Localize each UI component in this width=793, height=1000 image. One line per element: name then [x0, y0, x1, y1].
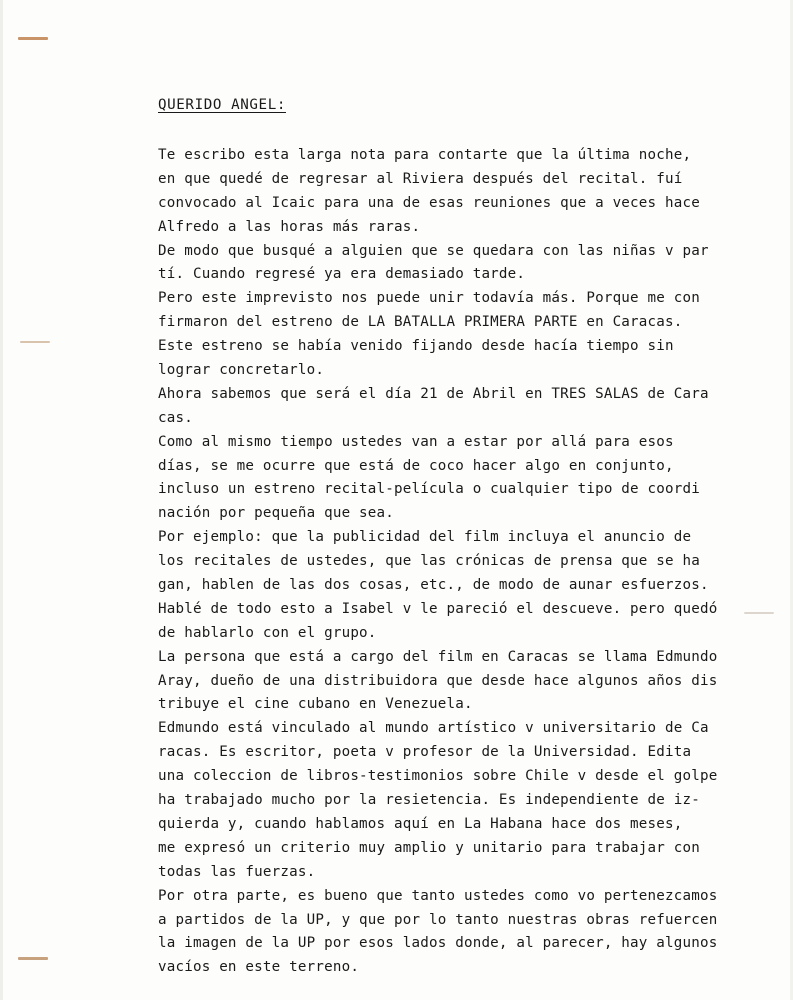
rust-mark-bottom — [18, 957, 48, 960]
rust-mark-top — [18, 37, 48, 40]
body-line: incluso un estreno recital-película o cualquier tipo de coordi — [158, 481, 700, 498]
body-line: Este estreno se había venido fijando desde hacía tiempo sin — [158, 338, 674, 355]
body-line: quierda y, cuando hablamos aquí en La Habana hace dos meses, — [158, 815, 683, 832]
body-line: tí. Cuando regresé ya era demasiado tarde. — [158, 266, 526, 283]
body-line: Aray, dueño de una distribuidora que desde hace algunos años dis — [158, 672, 718, 689]
body-line: firmaron del estreno de LA BATALLA PRIMERA PARTE en Caracas. — [158, 314, 683, 331]
body-line: Hablé de todo esto a Isabel v le pareció el descueve. pero quedó — [158, 600, 718, 617]
body-line: en que quedé de regresar al Riviera después del recital. fuí — [158, 170, 683, 187]
body-line: me expresó un criterio muy amplio y unitario para trabajar con — [158, 839, 700, 856]
paper-edge-left — [0, 0, 3, 1000]
body-line: Ahora sabemos que será el día 21 de Abril en TRES SALAS de Cara — [158, 385, 709, 402]
typewritten-letter — [158, 94, 758, 980]
body-line: ha trabajado mucho por la resietencia. Es independiente de iz- — [158, 792, 700, 809]
body-line: tribuye el cine cubano en Venezuela. — [158, 696, 473, 713]
body-line: la imagen de la UP por esos lados donde, al parecer, hay algunos — [158, 935, 718, 952]
body-line: a partidos de la UP, y que por lo tanto nuestras obras refuercen — [158, 911, 718, 928]
body-line: De modo que busqué a alguien que se quedara con las niñas v par — [158, 242, 709, 259]
body-line: Como al mismo tiempo ustedes van a estar por allá para esos — [158, 433, 674, 450]
body-line: los recitales de ustedes, que las crónicas de prensa que se ha — [158, 553, 700, 570]
body-line: Por ejemplo: que la publicidad del film incluya el anuncio de — [158, 529, 692, 546]
body-line: Te escribo esta larga nota para contarte que la última noche, — [158, 147, 692, 163]
body-line: gan, hablen de las dos cosas, etc., de modo de aunar esfuerzos. — [158, 577, 709, 594]
body-line: de hablarlo con el grupo. — [158, 624, 377, 641]
letter-body — [158, 144, 758, 980]
salutation: QUERIDO ANGEL: — [158, 97, 286, 113]
body-line: Por otra parte, es bueno que tanto ustedes como vo pertenezcamos — [158, 887, 718, 904]
body-line: días, se me ocurre que está de coco hacer algo en conjunto, — [158, 457, 674, 474]
body-line: todas las fuerzas. — [158, 863, 316, 880]
body-line: lograr concretarlo. — [158, 362, 325, 379]
body-line: nación por pequeña que sea. — [158, 505, 395, 522]
body-line: una coleccion de libros-testimonios sobre Chile v desde el golpe — [158, 768, 718, 785]
body-line: racas. Es escritor, poeta v profesor de la Universidad. Edita — [158, 744, 692, 761]
faint-mark-left — [20, 341, 50, 343]
body-line: convocado al Icaic para una de esas reuniones que a veces hace — [158, 194, 700, 211]
body-line: cas. — [158, 409, 193, 426]
body-line: vacíos en este terreno. — [158, 959, 360, 976]
body-line: Pero este imprevisto nos puede unir todavía más. Porque me con — [158, 290, 700, 307]
body-line: Alfredo a las horas más raras. — [158, 218, 421, 235]
body-line: La persona que está a cargo del film en Caracas se llama Edmundo — [158, 648, 718, 665]
body-line: Edmundo está vinculado al mundo artístico v universitario de Ca — [158, 720, 709, 737]
